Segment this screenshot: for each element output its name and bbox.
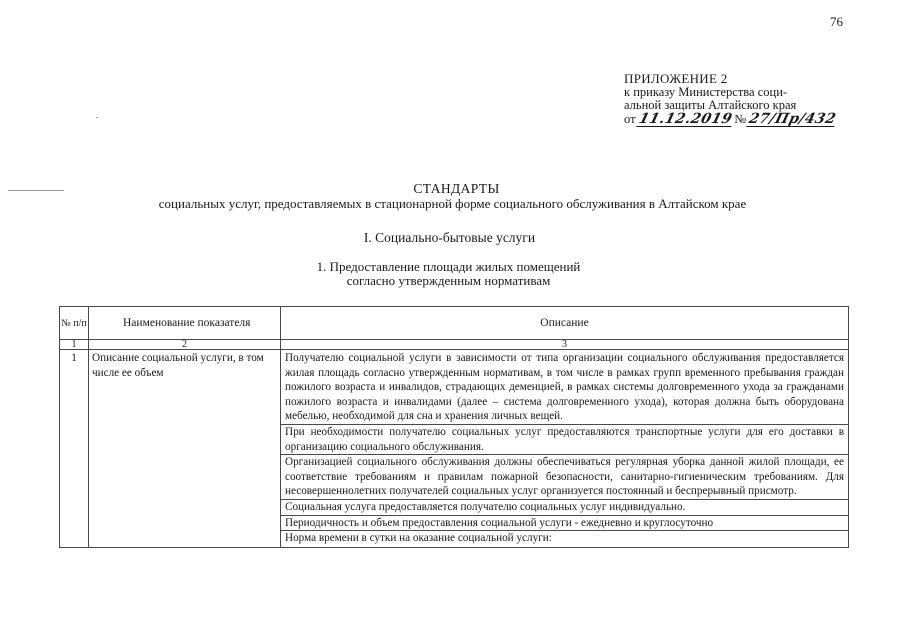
description-paragraph: Периодичность и объем предоставления социальной услуги - ежедневно и круглосуточно xyxy=(281,516,848,532)
header-indicator: Наименование показателя xyxy=(89,307,281,340)
handwritten-date: 11.12.2019 xyxy=(636,110,734,127)
table-numbering-row xyxy=(60,340,849,350)
description-paragraph: При необходимости получателю социальных услуг предоставляются транспортные услуги для его доставки в организацию социального обслуживания. xyxy=(281,425,848,455)
scan-artifact-dot xyxy=(96,117,98,118)
item-heading xyxy=(0,260,901,288)
appendix-date-number-row xyxy=(624,110,839,127)
table-header-row xyxy=(60,307,849,340)
appendix-line-1: к приказу Министерства соци- xyxy=(624,84,788,99)
document-title: СТАНДАРТЫ xyxy=(413,181,500,196)
column-number-3: 3 xyxy=(281,340,849,350)
row-indicator: Описание социальной услуги, в том числе ее объем xyxy=(89,350,281,548)
header-number: № п/п xyxy=(60,307,89,340)
column-number-2: 2 xyxy=(89,340,281,350)
description-paragraph: Получателю социальной услуги в зависимости от типа организации социального обслуживания предоставляется жилая площадь согласно утвержденным нормативам, в том числе в рамках групп временного пребывания граждан пожилого возраста и инвалидов, страдающих деменцией, в рамках системы долговременного ухода за гражданами пожилого возраста и инвалидами (далее – система долговременного ухода), которая должна быть оборудована мебелью, необходимой для сна и хранения личных вещей. xyxy=(281,351,848,425)
description-paragraph: Социальная услуга предоставляется получателю социальных услуг индивидуально. xyxy=(281,500,848,516)
description-paragraph: Норма времени в сутки на оказание социальной услуги: xyxy=(285,532,552,545)
document-subtitle: социальных услуг, предоставляемых в стационарной форме социального обслуживания в Алтайском крае xyxy=(158,196,747,211)
standards-table xyxy=(59,306,849,548)
row-number: 1 xyxy=(60,350,89,548)
date-prefix: от xyxy=(624,112,636,126)
section-heading: I. Социально-бытовые услуги xyxy=(363,230,536,245)
appendix-block xyxy=(624,72,839,127)
item-heading-line-2: согласно утвержденным нормативам xyxy=(346,273,551,288)
description-paragraph: Организацией социального обслуживания должны обеспечиваться регулярная уборка данной жилой площади, ее соответствие требованиям и правилам пожарной безопасности, санитарно-гигиеническим требованиям. Для несовершеннолетних получателей социальных услуг организуется постоянный и беспрерывный присмотр. xyxy=(281,455,848,500)
appendix-title: ПРИЛОЖЕНИЕ 2 xyxy=(624,71,728,86)
row-description xyxy=(281,350,849,548)
appendix-line-2: альной защиты Алтайского края xyxy=(624,98,797,112)
table-row xyxy=(60,350,849,548)
header-description: Описание xyxy=(281,307,849,340)
page-number: 76 xyxy=(830,14,843,29)
column-number-1: 1 xyxy=(60,340,89,350)
number-prefix: № xyxy=(734,112,747,126)
handwritten-number: 27/Пр/432 xyxy=(747,110,838,127)
item-heading-line-1: 1. Предоставление площади жилых помещений xyxy=(316,259,581,274)
